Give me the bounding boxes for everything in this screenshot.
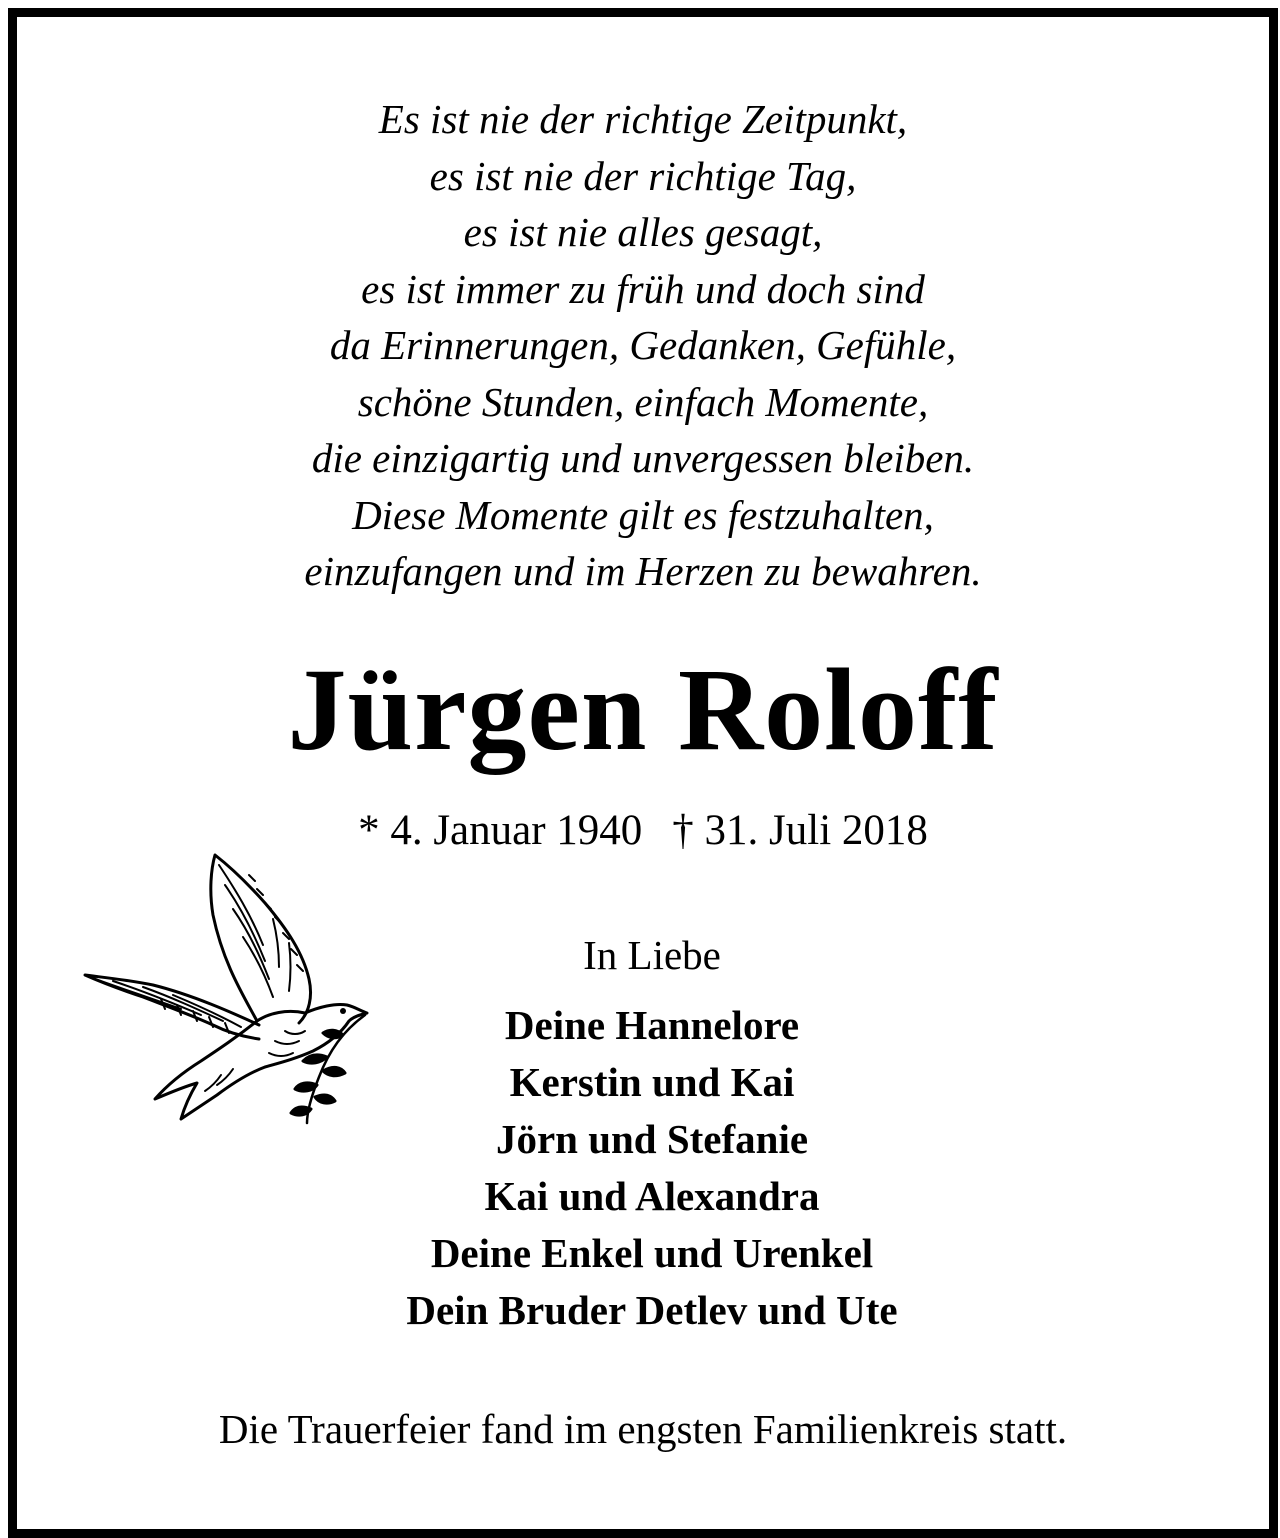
poem-line: Diese Momente gilt es festzuhalten, bbox=[352, 491, 934, 538]
mourner-name: Jörn und Stefanie bbox=[495, 1116, 809, 1162]
mourner-name: Deine Enkel und Urenkel bbox=[430, 1230, 874, 1276]
in-love-intro: In Liebe bbox=[583, 932, 721, 978]
poem bbox=[17, 91, 1269, 600]
obituary-frame bbox=[8, 8, 1278, 1538]
poem-line: schöne Stunden, einfach Momente, bbox=[357, 378, 929, 425]
poem-line: da Erinnerungen, Gedanken, Gefühle, bbox=[329, 322, 957, 368]
funeral-notice: Die Trauerfeier fand im engsten Familienkreis statt. bbox=[218, 1406, 1068, 1452]
poem-line: Es ist nie der richtige Zeitpunkt, bbox=[378, 96, 908, 142]
poem-line: es ist immer zu früh und doch sind bbox=[361, 265, 925, 312]
mourner-name: Kerstin und Kai bbox=[509, 1059, 795, 1105]
deceased-name: Jürgen Roloff bbox=[287, 644, 999, 775]
birth-date: * 4. Januar 1940 bbox=[358, 807, 643, 854]
mourner-name: Kai und Alexandra bbox=[484, 1173, 820, 1219]
mourners-list bbox=[17, 997, 1269, 1339]
mourner-name: Dein Bruder Detlev und Ute bbox=[406, 1287, 898, 1333]
poem-line: es ist nie der richtige Tag, bbox=[429, 152, 857, 199]
poem-line: es ist nie alles gesagt, bbox=[463, 209, 823, 255]
poem-line: die einzigartig und unvergessen bleiben. bbox=[311, 435, 975, 481]
mourner-name: Deine Hannelore bbox=[504, 1002, 800, 1048]
death-date: † 31. Juli 2018 bbox=[672, 807, 928, 854]
poem-line: einzufangen und im Herzen zu bewahren. bbox=[304, 548, 982, 594]
